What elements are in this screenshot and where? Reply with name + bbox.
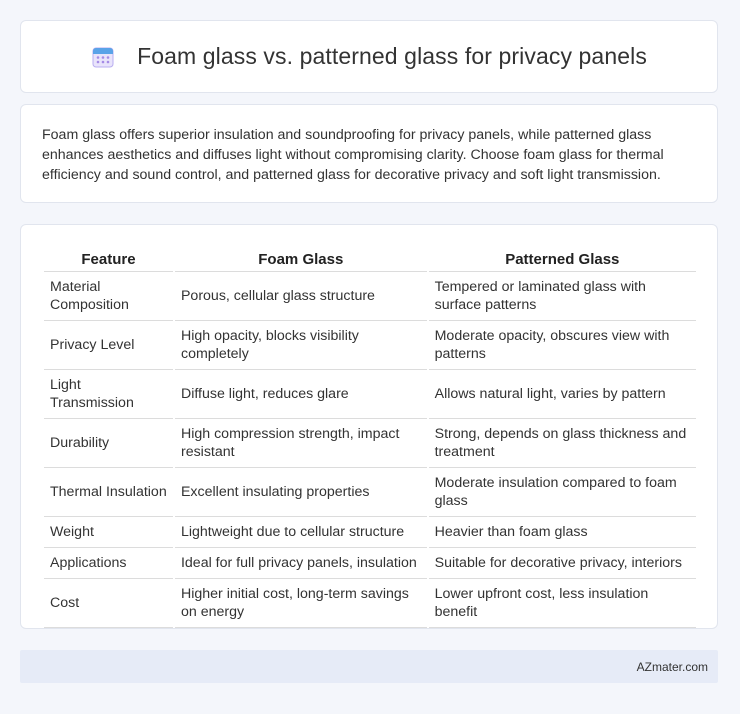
page-title: Foam glass vs. patterned glass for privacy panels: [137, 43, 647, 69]
patterned-glass-cell: Lower upfront cost, less insulation benefit: [429, 579, 696, 628]
feature-cell: Weight: [44, 517, 173, 548]
patterned-glass-cell: Moderate opacity, obscures view with patterns: [429, 321, 696, 370]
table-row: [44, 419, 696, 468]
feature-cell: Privacy Level: [44, 321, 173, 370]
table-row: [44, 517, 696, 548]
footer-bar: [20, 650, 718, 683]
summary-card: [20, 104, 718, 203]
feature-cell: Material Composition: [44, 272, 173, 321]
calendar-icon: [91, 45, 115, 69]
foam-glass-cell: Excellent insulating properties: [175, 468, 427, 517]
patterned-glass-cell: Tempered or laminated glass with surface patterns: [429, 272, 696, 321]
foam-glass-cell: Lightweight due to cellular structure: [175, 517, 427, 548]
comparison-card: [20, 224, 718, 629]
foam-glass-cell: Ideal for full privacy panels, insulation: [175, 548, 427, 579]
table-row: [44, 370, 696, 419]
patterned-glass-cell: Moderate insulation compared to foam glass: [429, 468, 696, 517]
foam-glass-cell: Diffuse light, reduces glare: [175, 370, 427, 419]
feature-cell: Light Transmission: [44, 370, 173, 419]
feature-cell: Durability: [44, 419, 173, 468]
patterned-glass-cell: Allows natural light, varies by pattern: [429, 370, 696, 419]
feature-cell: Thermal Insulation: [44, 468, 173, 517]
foam-glass-cell: High compression strength, impact resistant: [175, 419, 427, 468]
foam-glass-cell: Porous, cellular glass structure: [175, 272, 427, 321]
title-card: [20, 20, 718, 93]
table-header-row: [44, 248, 696, 272]
header-patterned-glass: Patterned Glass: [429, 248, 696, 272]
table-row: [44, 548, 696, 579]
patterned-glass-cell: Heavier than foam glass: [429, 517, 696, 548]
comparison-table: [42, 248, 698, 628]
header-foam-glass: Foam Glass: [175, 248, 427, 272]
foam-glass-cell: High opacity, blocks visibility completely: [175, 321, 427, 370]
patterned-glass-cell: Strong, depends on glass thickness and treatment: [429, 419, 696, 468]
table-row: [44, 272, 696, 321]
table-row: [44, 468, 696, 517]
patterned-glass-cell: Suitable for decorative privacy, interiors: [429, 548, 696, 579]
table-row: [44, 579, 696, 628]
feature-cell: Applications: [44, 548, 173, 579]
footer-brand: AZmater.com: [636, 659, 708, 674]
summary-text: Foam glass offers superior insulation and soundproofing for privacy panels, while patterned glass enhances aesthetics and diffuses light without compromising clarity. Choose foam glass for thermal efficiency and sound control, and patterned glass for decorative privacy and soft light transmission.: [42, 127, 664, 183]
feature-cell: Cost: [44, 579, 173, 628]
table-row: [44, 321, 696, 370]
header-feature: Feature: [44, 248, 173, 272]
foam-glass-cell: Higher initial cost, long-term savings on energy: [175, 579, 427, 628]
